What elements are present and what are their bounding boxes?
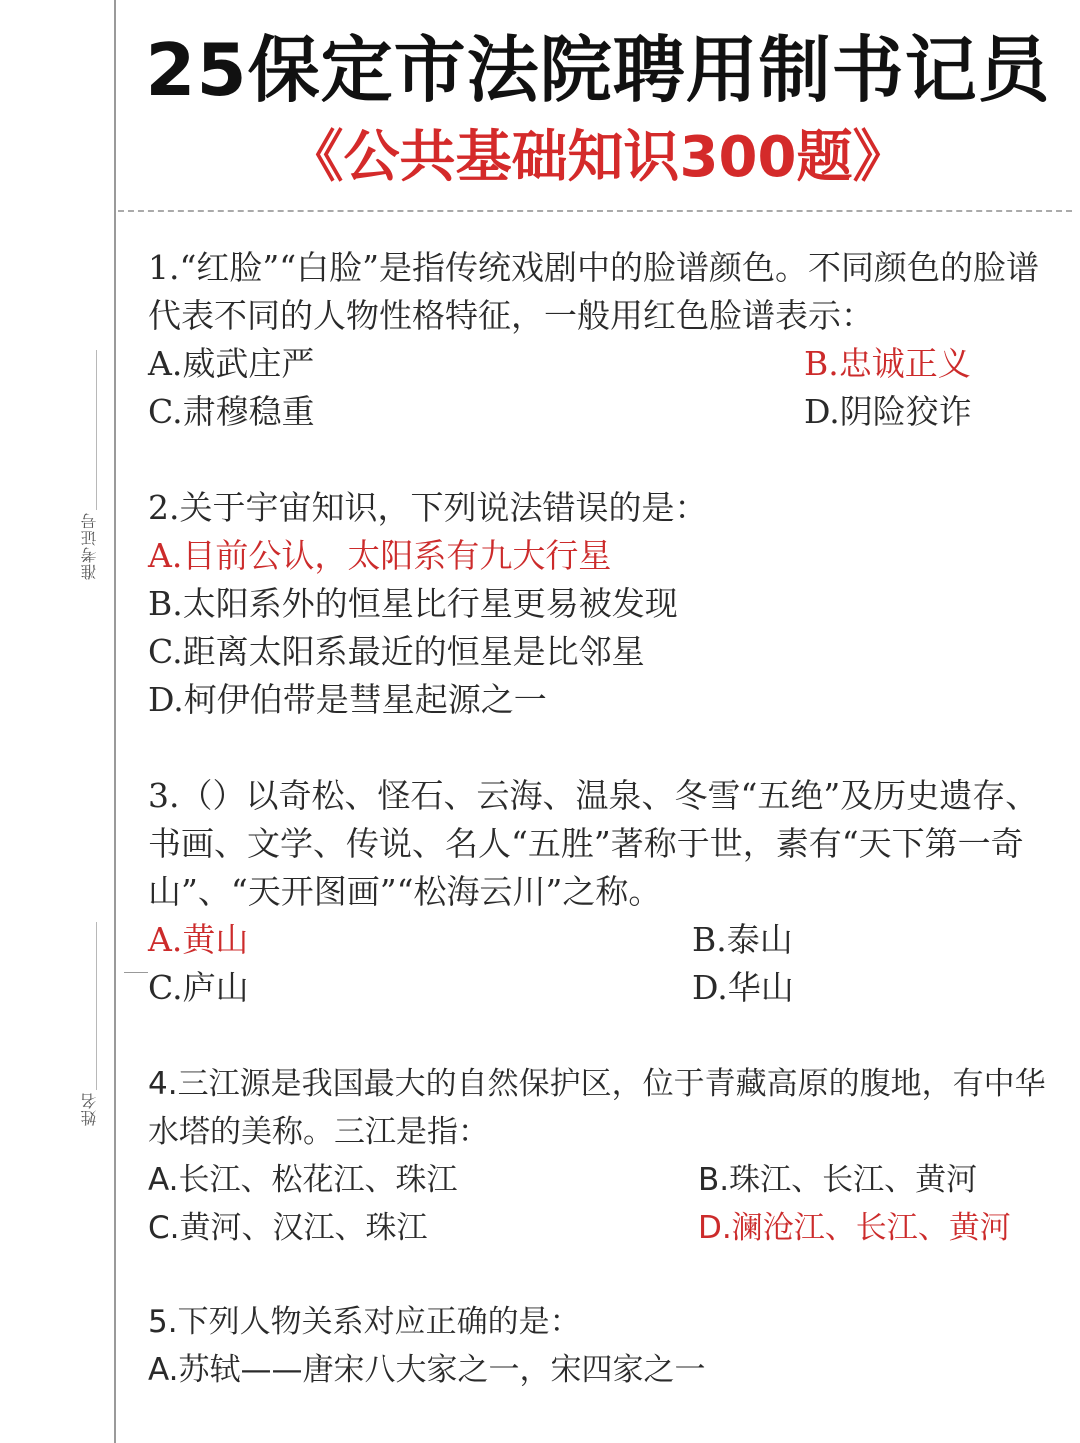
option-d: D.柯伊伯带是彗星起源之一	[148, 680, 547, 719]
option-row	[148, 1204, 1068, 1252]
header-divider	[118, 210, 1072, 212]
option-a: A.苏轼——唐宋八大家之一，宋四家之一	[148, 1352, 706, 1388]
option-c: C.肃穆稳重	[148, 392, 315, 431]
question-stem: 5.下列人物关系对应正确的是：	[148, 1304, 581, 1340]
option-d: D.阴险狡诈	[804, 392, 972, 431]
question-stem: 1.“红脸”“白脸”是指传统戏剧中的脸谱颜色。不同颜色的脸谱代表不同的人物性格特征，一般用红色脸谱表示：	[148, 248, 1039, 335]
question-3	[148, 772, 1068, 1012]
option-b: B.太阳系外的恒星比行星更易被发现	[148, 584, 678, 623]
exam-id-fill-line	[96, 350, 97, 510]
option-d: D.华山	[692, 968, 794, 1007]
margin-tick	[124, 972, 148, 973]
option-d-correct: D.澜沧江、长江、黄河	[698, 1210, 1011, 1246]
option-a: A.长江、松花江、珠江	[148, 1162, 458, 1198]
question-1	[148, 244, 1068, 436]
option-row	[148, 916, 1068, 964]
question-stem: 2.关于宇宙知识，下列说法错误的是：	[148, 488, 708, 527]
name-fill-line	[96, 922, 97, 1090]
question-stem: 4.三江源是我国最大的自然保护区，位于青藏高原的腹地，有中华水塔的美称。三江是指：	[148, 1066, 1046, 1150]
question-2	[148, 484, 1068, 724]
question-stem: 3.（）以奇松、怪石、云海、温泉、冬雪“五绝”及历史遗存、书画、文学、传说、名人“五胜”著称于世，素有“天下第一奇山”、“天开图画”“松海云川”之称。	[148, 776, 1039, 911]
page-subtitle: 《公共基础知识300题》	[287, 125, 909, 190]
option-b-correct: B.忠诚正义	[804, 344, 971, 383]
option-b: B.泰山	[692, 920, 793, 959]
option-b: B.珠江、长江、黄河	[698, 1162, 978, 1198]
option-row	[148, 964, 1068, 1012]
option-row	[148, 1156, 1068, 1204]
option-c: C.距离太阳系最近的恒星是比邻星	[148, 632, 645, 671]
option-a: A.威武庄严	[148, 344, 315, 383]
page-title: 25保定市法院聘用制书记员	[145, 28, 1051, 112]
exam-id-label: 准考证号	[80, 512, 99, 580]
option-a-correct: A.黄山	[148, 920, 249, 959]
name-label: 姓名	[80, 1092, 99, 1126]
option-a-correct: A.目前公认，太阳系有九大行星	[148, 536, 612, 575]
binding-margin-line	[114, 0, 116, 1443]
option-row	[148, 340, 1068, 388]
question-4	[148, 1060, 1068, 1252]
question-5	[148, 1298, 1068, 1394]
option-c: C.黄河、汉江、珠江	[148, 1210, 428, 1246]
option-c: C.庐山	[148, 968, 249, 1007]
option-row	[148, 388, 1068, 436]
